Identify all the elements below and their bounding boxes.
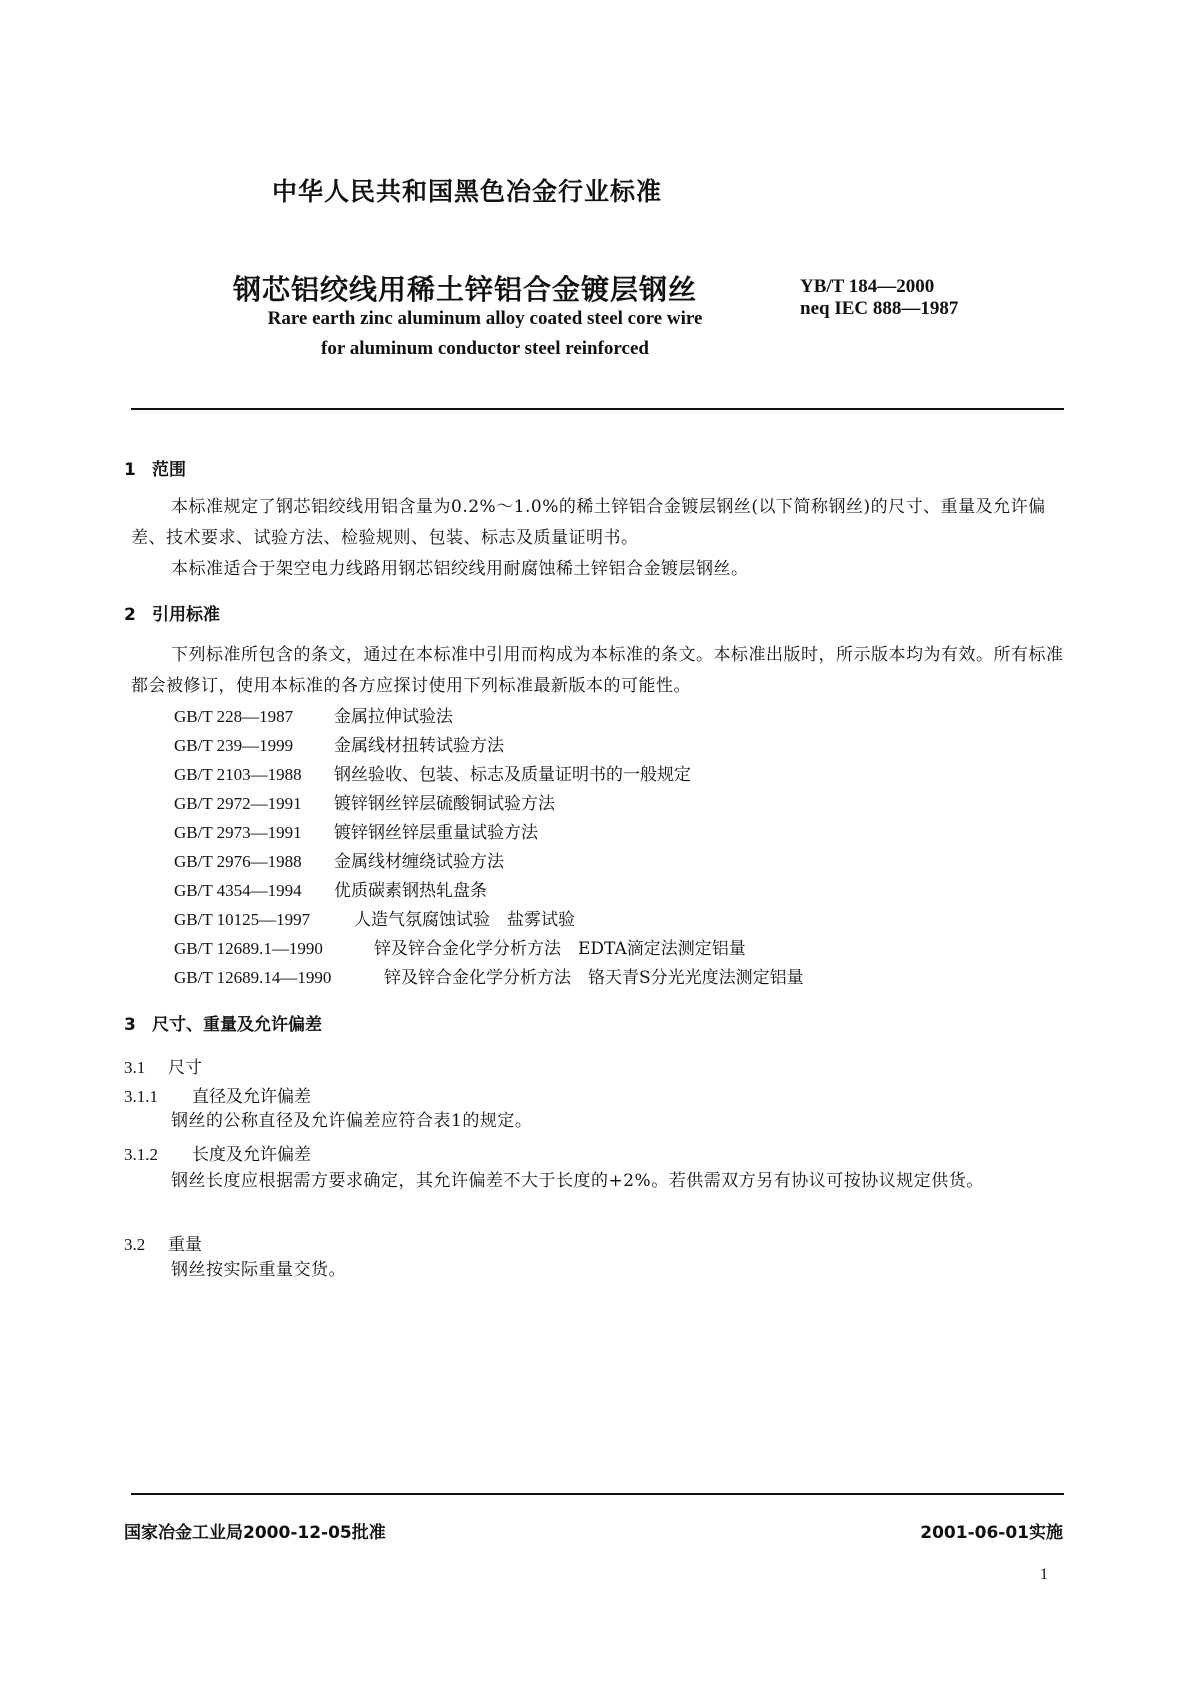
section-number: 2 <box>124 605 136 625</box>
section-1-heading <box>124 455 186 480</box>
reference-code: GB/T 228—1987 <box>174 707 294 726</box>
reference-name: 金属线材扭转试验方法 <box>334 736 504 756</box>
standard-category-header: 中华人民共和国黑色冶金行业标准 <box>272 177 663 206</box>
subsection-number: 3.2 <box>124 1235 146 1254</box>
section-title: 引用标准 <box>152 605 220 625</box>
reference-item <box>174 963 804 988</box>
document-title-english-line1: Rare earth zinc aluminum alloy coated steel core wire <box>267 308 703 329</box>
approval-date: 国家冶金工业局2000-12-05批准 <box>124 1523 386 1543</box>
subsection-title: 长度及允许偏差 <box>192 1145 311 1165</box>
reference-code: GB/T 239—1999 <box>174 736 294 755</box>
equivalent-standard: neq IEC 888—1987 <box>800 298 959 319</box>
reference-item <box>174 702 453 727</box>
section-title: 尺寸、重量及允许偏差 <box>152 1015 322 1035</box>
subsection-title: 直径及允许偏差 <box>192 1087 311 1107</box>
section-3-heading <box>124 1010 322 1035</box>
subsection-3-1-1 <box>124 1082 311 1107</box>
reference-code: GB/T 4354—1994 <box>174 881 302 900</box>
effective-date: 2001-06-01实施 <box>920 1523 1063 1543</box>
reference-item <box>174 934 746 959</box>
reference-name: 镀锌钢丝锌层硫酸铜试验方法 <box>334 794 555 814</box>
reference-item <box>174 789 555 814</box>
reference-item <box>174 731 504 756</box>
reference-item <box>174 905 575 930</box>
reference-name: 优质碳素钢热轧盘条 <box>334 881 487 901</box>
subsection-title: 尺寸 <box>168 1058 202 1078</box>
document-title-english-line2: for aluminum conductor steel reinforced <box>321 338 649 359</box>
section-2-heading <box>124 600 220 625</box>
subsection-number: 3.1 <box>124 1058 146 1077</box>
subsection-title: 重量 <box>168 1235 202 1255</box>
standard-number: YB/T 184—2000 <box>800 276 935 297</box>
subsection-3-2-text: 钢丝按实际重量交货。 <box>171 1260 346 1280</box>
footer-divider <box>131 1493 1064 1495</box>
reference-item <box>174 818 538 843</box>
reference-name: 锌及锌合金化学分析方法 EDTA滴定法测定铝量 <box>374 939 746 959</box>
reference-item <box>174 847 504 872</box>
reference-name: 锌及锌合金化学分析方法 铬天青S分光光度法测定铝量 <box>384 968 804 988</box>
reference-name: 镀锌钢丝锌层重量试验方法 <box>334 823 538 843</box>
reference-code: GB/T 2976—1988 <box>174 852 302 871</box>
section-title: 范围 <box>152 460 186 480</box>
reference-code: GB/T 12689.14—1990 <box>174 968 332 987</box>
subsection-number: 3.1.1 <box>124 1087 158 1106</box>
document-title-chinese: 钢芯铝绞线用稀土锌铝合金镀层钢丝 <box>233 273 698 306</box>
standard-code-block <box>800 276 958 320</box>
reference-name: 金属拉伸试验法 <box>334 707 453 727</box>
section-number: 3 <box>124 1015 136 1035</box>
section-2-paragraph: 下列标准所包含的条文，通过在本标准中引用而构成为本标准的条文。本标准出版时，所示版本均为有效。所有标准都会被修订，使用本标准的各方应探讨使用下列标准最新版本的可能性。 <box>131 645 1064 696</box>
reference-code: GB/T 2972—1991 <box>174 794 302 813</box>
reference-item <box>174 760 691 785</box>
subsection-3-1-2 <box>124 1140 311 1165</box>
section-1-paragraph-2: 本标准适合于架空电力线路用钢芯铝绞线用耐腐蚀稀土锌铝合金镀层钢丝。 <box>171 559 749 579</box>
header-divider <box>131 408 1064 410</box>
reference-name: 金属线材缠绕试验方法 <box>334 852 504 872</box>
reference-code: GB/T 2103—1988 <box>174 765 302 784</box>
section-1-paragraph-1: 本标准规定了钢芯铝绞线用铝含量为0.2%～1.0%的稀土锌铝合金镀层钢丝(以下简称钢丝)的尺寸、重量及允许偏差、技术要求、试验方法、检验规则、包装、标志及质量证明书。 <box>131 497 1046 548</box>
subsection-3-2 <box>124 1230 202 1255</box>
reference-name: 人造气氛腐蚀试验 盐雾试验 <box>354 910 575 930</box>
reference-name: 钢丝验收、包装、标志及质量证明书的一般规定 <box>334 765 691 785</box>
reference-code: GB/T 2973—1991 <box>174 823 302 842</box>
page-number: 1 <box>1040 1566 1048 1583</box>
reference-code: GB/T 12689.1—1990 <box>174 939 323 958</box>
subsection-3-1-2-text: 钢丝长度应根据需方要求确定，其允许偏差不大于长度的+2%。若供需双方另有协议可按协议规定供货。 <box>171 1171 984 1191</box>
subsection-3-1-1-text: 钢丝的公称直径及允许偏差应符合表1的规定。 <box>171 1111 533 1131</box>
reference-item <box>174 876 487 901</box>
subsection-number: 3.1.2 <box>124 1145 158 1164</box>
reference-code: GB/T 10125—1997 <box>174 910 311 929</box>
section-number: 1 <box>124 460 136 480</box>
subsection-3-1 <box>124 1053 202 1078</box>
